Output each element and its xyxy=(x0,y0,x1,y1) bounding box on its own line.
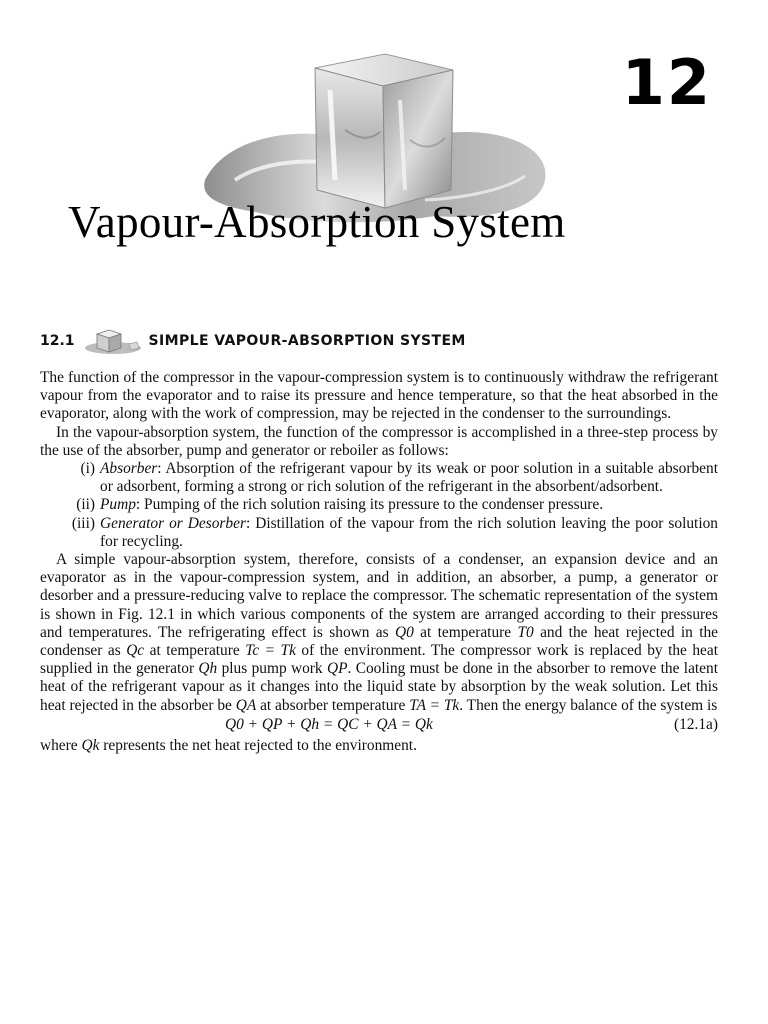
symbol-qh: Qh xyxy=(198,660,218,678)
text-run: of the environment. The compressor work is replaced by the heat supplied in the generator xyxy=(40,642,718,678)
symbol-qp: QP xyxy=(326,660,348,678)
symbol-qa: QA xyxy=(235,696,257,714)
text-run: and the heat rejected in the condenser as xyxy=(40,623,719,660)
list-body xyxy=(100,496,718,514)
paragraph-4 xyxy=(40,737,718,755)
text-run: plus pump work xyxy=(217,660,327,678)
symbol-tc-tk: Tc = Tk xyxy=(245,642,296,660)
list-item xyxy=(40,460,718,496)
section-title: SIMPLE VAPOUR-ABSORPTION SYSTEM xyxy=(148,333,466,349)
list-text: : Pumping of the rich solution raising its pressure to the condenser pressure. xyxy=(135,496,604,514)
list-term: Absorber xyxy=(100,460,158,478)
section-heading xyxy=(40,326,466,356)
text-run: . Then the energy balance of the system is xyxy=(459,696,718,714)
chapter-title: Vapour-Absorption System xyxy=(68,197,566,247)
list-marker: (iii) xyxy=(71,514,95,532)
symbol-t0: T0 xyxy=(517,623,534,641)
list-body xyxy=(100,460,718,496)
symbol-ta-tk: TA = Tk xyxy=(409,696,460,714)
symbol-qc: Qc xyxy=(126,642,145,660)
list-term: Pump xyxy=(100,496,136,514)
list-item xyxy=(40,515,718,551)
equation-text: Q0 + QP + Qh = QC + QA = Qk xyxy=(225,715,433,733)
text-run: represents the net heat rejected to the environment. xyxy=(99,736,417,754)
equation-12-1a xyxy=(40,716,718,736)
list-item xyxy=(40,496,718,514)
ice-cube-icon xyxy=(79,326,143,356)
text-run: at temperature xyxy=(144,642,246,660)
body-text xyxy=(40,369,718,755)
equation-number: (12.1a) xyxy=(673,715,718,733)
list-body xyxy=(100,515,718,551)
list-marker: (i) xyxy=(80,460,95,478)
text-run: at temperature xyxy=(413,623,518,641)
text-run: at absorber temperature xyxy=(256,696,410,714)
paragraph-1: The function of the compressor in the vapour-compression system is to continuously withdraw the refrigerant vapour from the evaporator and to raise its pressure and hence temperature, so that the heat absorbed in the evaporator, along with the work of compression, may be rejected in the condenser to the surroundings. xyxy=(40,369,718,423)
list-marker: (ii) xyxy=(76,496,95,514)
text-run: where xyxy=(40,736,82,754)
paragraph-2: In the vapour-absorption system, the function of the compressor is accomplished in a three-step process by the use of the absorber, pump and generator or reboiler as follows: xyxy=(40,423,718,459)
paragraph-3 xyxy=(40,551,718,715)
text-run: . Cooling must be done in the absorber to remove the latent heat of the refrigerant vapour as it changes into the liquid state by absorption by the weak solution. Let this heat rejected in the absorber be xyxy=(40,660,718,714)
section-number: 12.1 xyxy=(40,333,75,349)
chapter-number: 12 xyxy=(621,46,712,119)
list-text: : Absorption of the refrigerant vapour by its weak or poor solution in a suitable absorbent or adsorbent, forming a strong or rich solution of the refrigerant in the absorbent/adsorbent. xyxy=(100,460,718,496)
list-text: : Distillation of the vapour from the rich solution leaving the poor solution for recycling. xyxy=(100,514,718,550)
symbol-q0: Q0 xyxy=(394,623,414,641)
symbol-qk: Qk xyxy=(81,736,100,754)
list-term: Generator or Desorber xyxy=(100,514,246,532)
text-run: A simple vapour-absorption system, therefore, consists of a condenser, an expansion device and an evaporator as in the vapour-compression system, and in addition, an absorber, a pump, a generator or desorber and a pressure-reducing valve to replace the compressor. The schematic representation of the system is shown in Fig. 12.1 in which various components of the system are arranged according to their pressures and temperatures. The refrigerating effect is shown as xyxy=(40,551,718,641)
